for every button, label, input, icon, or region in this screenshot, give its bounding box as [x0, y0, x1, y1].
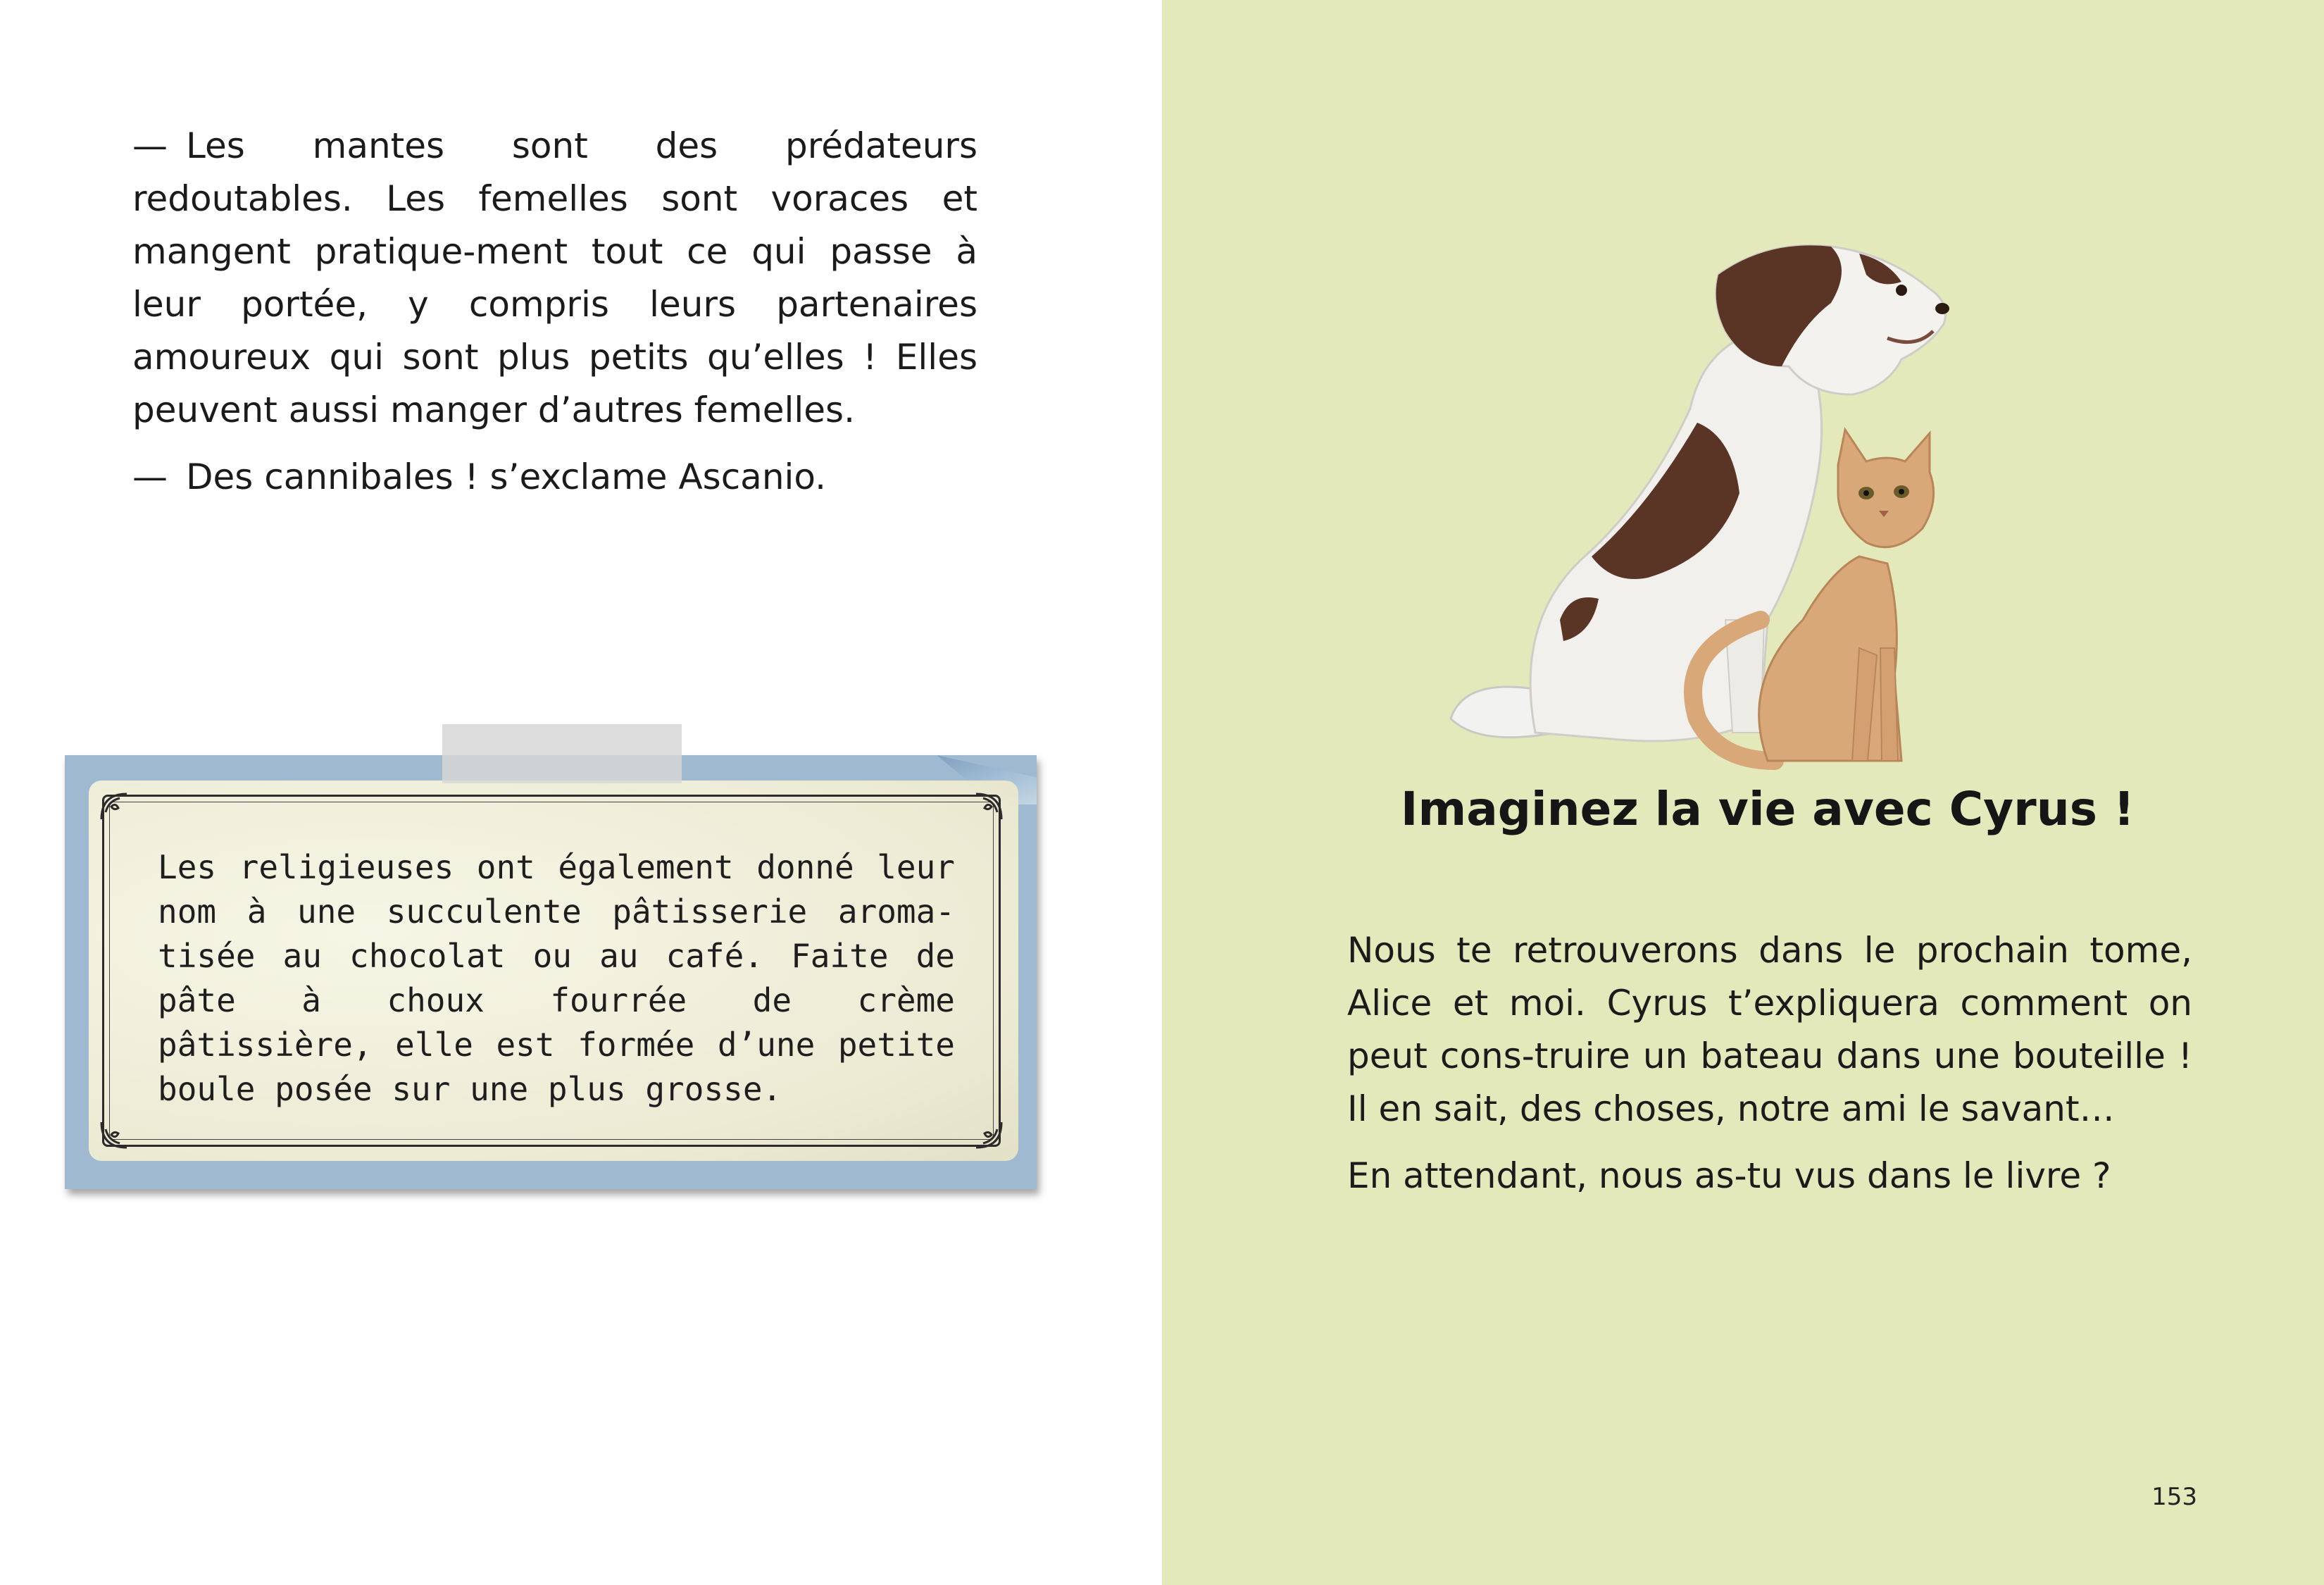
paragraph: En attendant, nous as-tu vus dans le livre ? — [1347, 1155, 2111, 1196]
ornament-corner-icon — [99, 791, 141, 833]
body-text — [1347, 924, 2192, 1217]
ornament-corner-icon — [99, 1108, 141, 1150]
dialogue-line — [132, 120, 977, 437]
ornament-corner-icon — [962, 791, 1004, 833]
dog-eye — [1896, 285, 1907, 296]
page-title: Imaginez la vie avec Cyrus ! — [1400, 782, 2135, 836]
cat-pupil — [1863, 490, 1869, 496]
dialogue-dash: — — [132, 125, 168, 166]
paragraph: Nous te retrouverons dans le prochain tome, Alice et moi. Cyrus t’expliquera comment on peut cons-truire un bateau dans une bouteille ! Il en sait, des choses, notre ami le savant… — [1347, 930, 2192, 1129]
note-card-text: Les religieuses ont également donné leur nom à une succulente pâtisserie aroma-tisée au chocolat ou au café. Faite de pâte à choux fourrée de crème pâtissière, elle est formée d’une petite boule posée sur une plus grosse. — [158, 848, 955, 1108]
dialogue-line-text: Les mantes sont des prédateurs redoutables. Les femelles sont voraces et mangent pratique-ment tout ce qui passe à leur portée, y compris leurs partenaires amoureux qui sont plus petits qu’elles ! Elles peuvent aussi manger d’autres femelles. — [132, 125, 977, 430]
tape-strip — [442, 724, 682, 783]
cat-pupil — [1899, 489, 1904, 495]
ornament-corner-icon — [962, 1108, 1004, 1150]
dog-and-cat-illustration — [1437, 225, 2127, 775]
cat-leg — [1880, 648, 1898, 761]
dialogue-text — [132, 120, 977, 518]
dialogue-line — [132, 451, 977, 504]
dialogue-line-text: Des cannibales ! s’exclame Ascanio. — [186, 456, 827, 497]
dialogue-dash: — — [132, 456, 168, 497]
dog-nose — [1935, 303, 1949, 314]
page-number: 153 — [2151, 1483, 2197, 1511]
cat-head — [1838, 430, 1934, 547]
